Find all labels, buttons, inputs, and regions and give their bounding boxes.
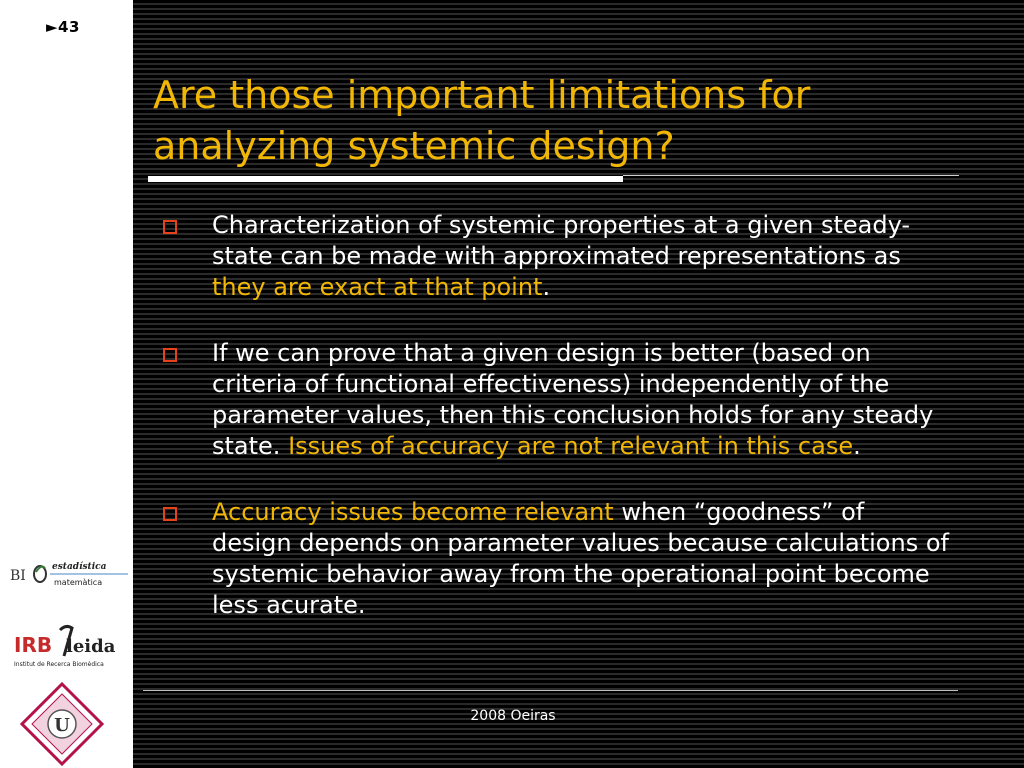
bullet-square-icon <box>163 220 177 234</box>
title-underline-thin <box>623 175 959 176</box>
slide-content <box>133 0 1024 768</box>
bullet-list <box>161 210 951 656</box>
footer-divider <box>143 690 958 691</box>
slide-number: ►43 <box>46 18 80 36</box>
bio-logo-prefix: BI <box>10 568 26 584</box>
bio-logo-line2: matemàtica <box>54 578 103 587</box>
bullet-text: . <box>542 273 551 301</box>
slide-title: Are those important limitations for analyzing systemic design? <box>153 73 811 168</box>
bullet-text: If we can prove that a given design is better (based on criteria of functional effectiveness) independently of the parameter values, then this conclusion holds for any steady state. <box>212 339 934 460</box>
bullet-item <box>161 338 951 462</box>
irb-logo-left: IRB <box>14 633 53 657</box>
bullet-square-icon <box>163 507 177 521</box>
bullet-highlight-text: Issues of accuracy are not relevant in this case <box>288 432 854 460</box>
university-logo <box>20 682 104 766</box>
bullet-text: when “goodness” of design depends on parameter values because calculations of systemic behavior away from the operational point become less acurate. <box>212 498 949 619</box>
bullet-highlight-text: Accuracy issues become relevant <box>212 498 614 526</box>
bio-logo-line1: estadística <box>52 562 107 572</box>
irb-logo-right: leida <box>66 636 116 657</box>
irb-lleida-logo <box>14 622 116 670</box>
bullet-text: . <box>853 432 861 460</box>
bioestadistica-logo <box>10 558 128 592</box>
footer-text: 2008 Oeiras <box>470 708 556 724</box>
bullet-square-icon <box>163 348 177 362</box>
bullet-text: Characterization of systemic properties at a given steady-state can be made with approximated representations as <box>212 211 911 270</box>
left-sidebar <box>0 0 133 768</box>
bullet-item <box>161 210 951 303</box>
bullet-highlight-text: they are exact at that point <box>212 273 543 301</box>
bullet-item <box>161 497 951 621</box>
university-logo-letter: U <box>54 715 70 736</box>
irb-logo-sub: Institut de Recerca Biomèdica <box>14 661 104 668</box>
title-underline-thick <box>148 176 623 182</box>
